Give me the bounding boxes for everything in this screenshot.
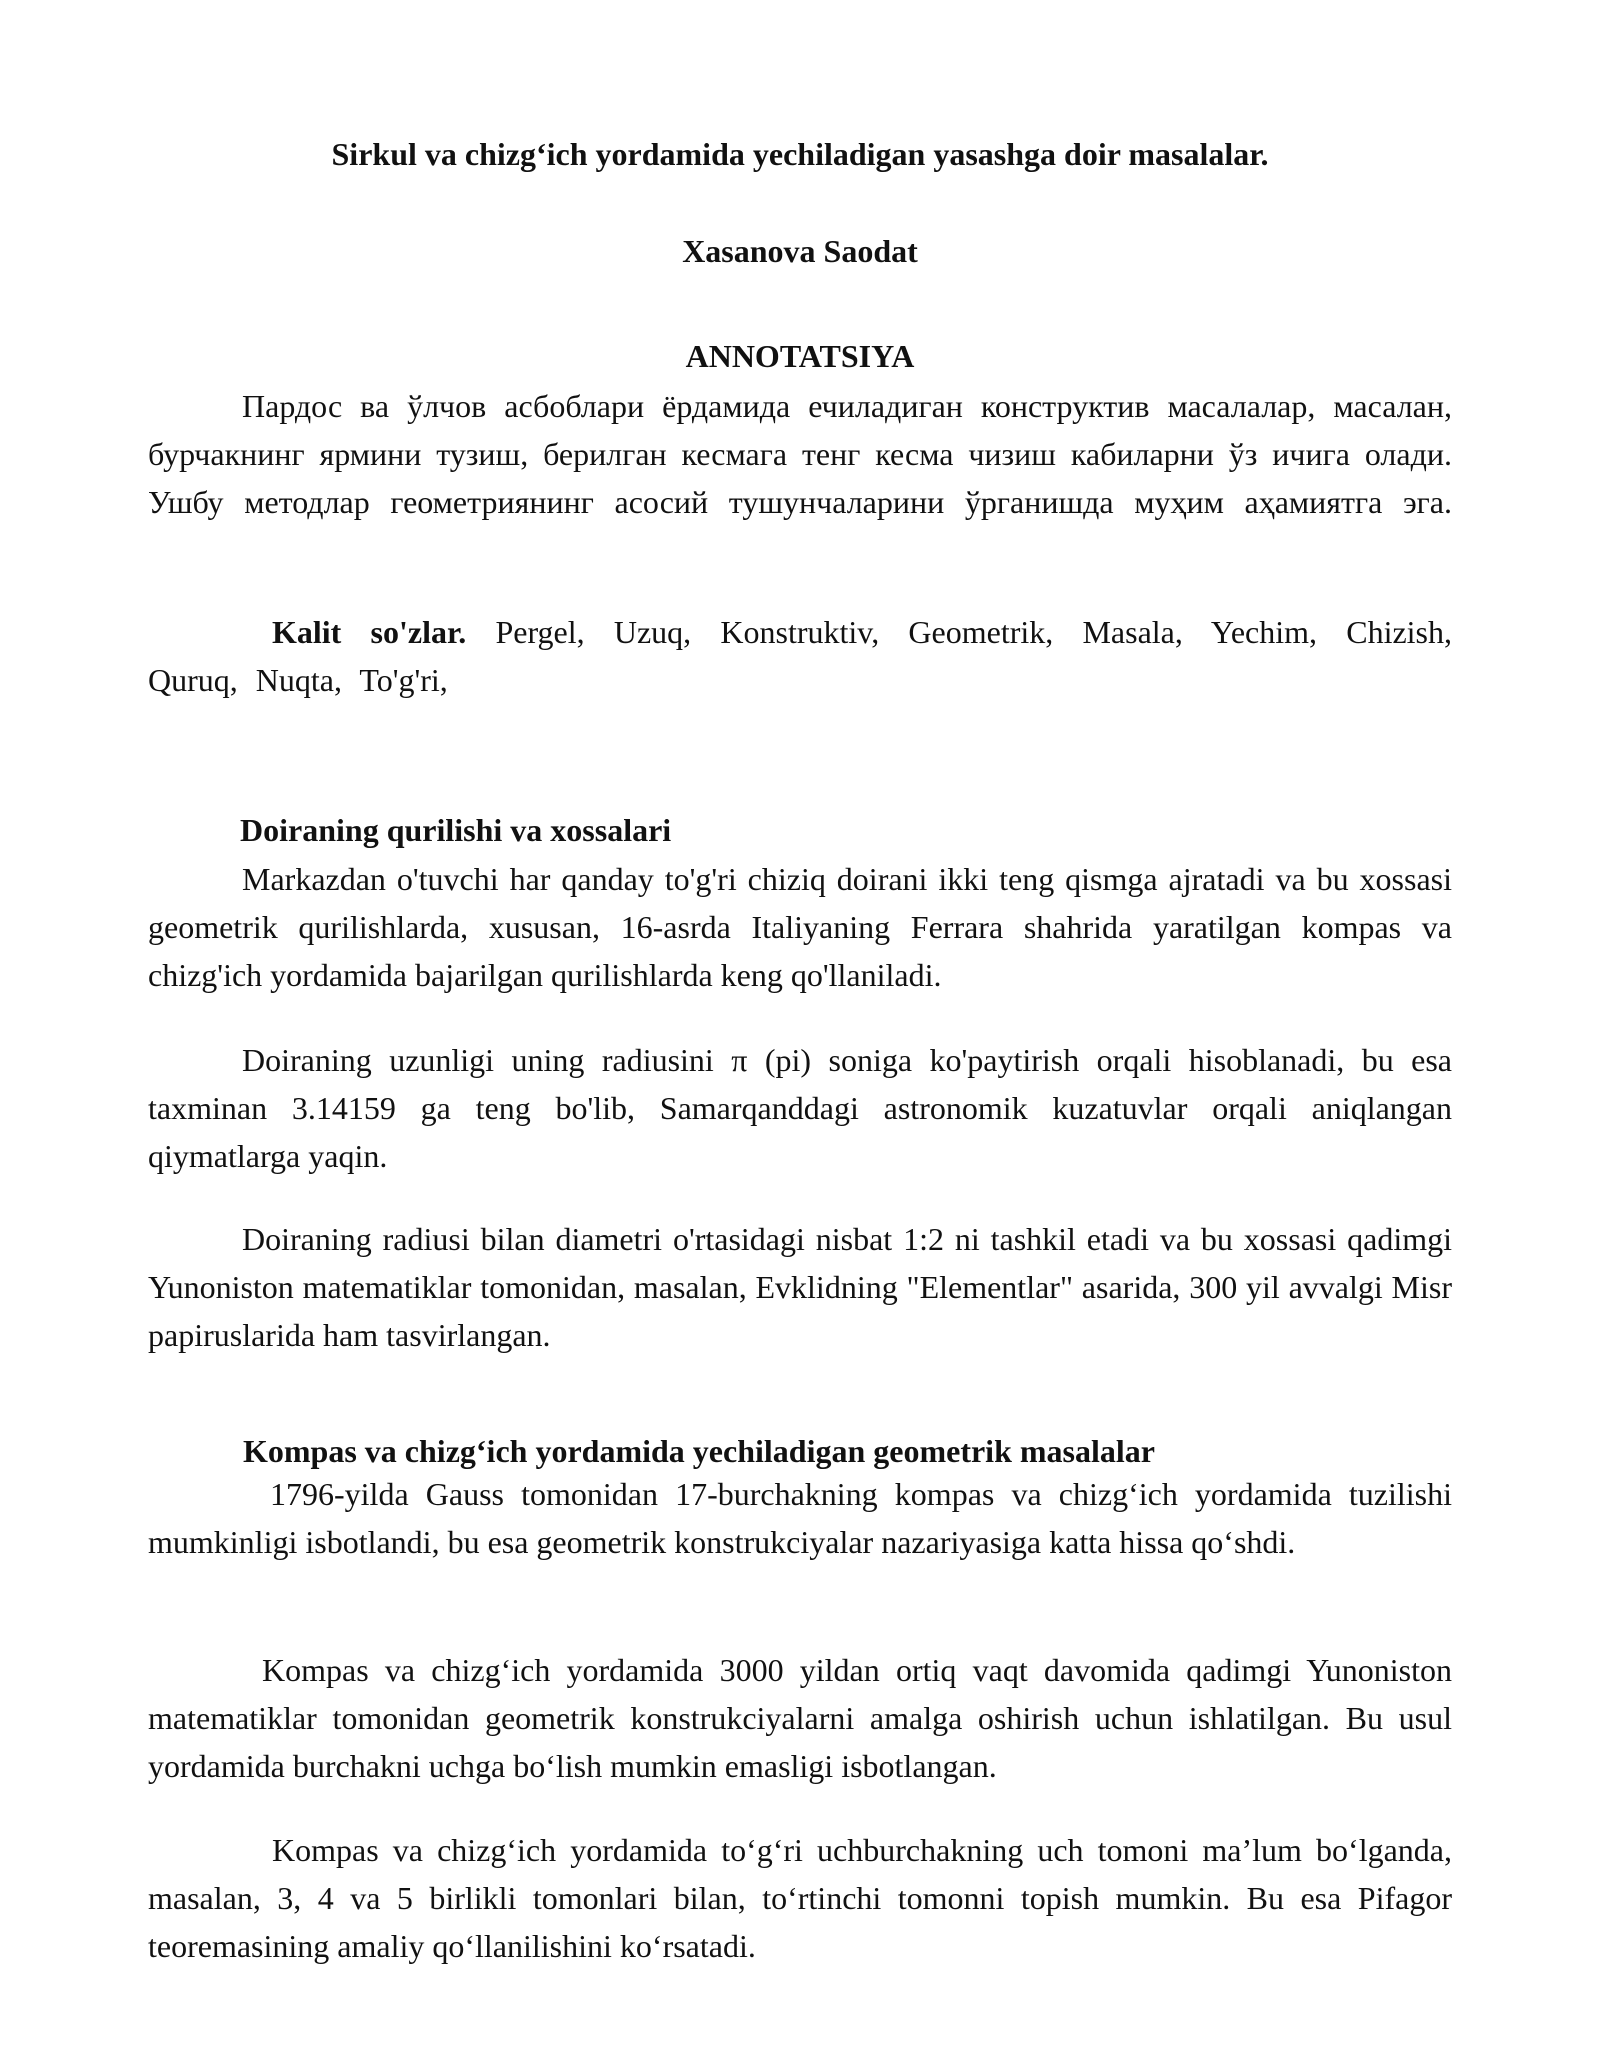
annotation-text: Пардос ва ўлчов асбоблари ёрдамида ечиладиган конструктив масалалар, масалан, бурчакнинг ярмини тузиш, берилган кесмага тенг кесма чизиш кабиларни ўз ичига олади. Ушбу методлар геометриянинг асосий тушунчаларини ўрганишда муҳим аҳамиятга эга.	[148, 388, 1452, 520]
section2-paragraph: 1796-yilda Gauss tomonidan 17-burchakning kompas va chizg‘ich yordamida tuzilishi mumkinligi isbotlandi, bu esa geometrik konstrukciyalar nazariyasiga katta hissa qo‘shdi.	[148, 1476, 1452, 1560]
section-heading-circle: Doiraning qurilishi va xossalari	[240, 812, 672, 848]
keywords-label: Kalit so'zlar.	[272, 614, 467, 650]
annotation-heading: ANNOTATSIYA	[685, 338, 915, 374]
section2-paragraph: Kompas va chizg‘ich yordamida to‘g‘ri uchburchakning uch tomoni ma’lum bo‘lganda, masalan, 3, 4 va 5 birlikli tomonlari bilan, to‘rtinchi tomonni topish mumkin. Bu esa Pifagor teoremasining amaliy qo‘llanilishini ko‘rsatadi.	[148, 1832, 1452, 1964]
document-title: Sirkul va chizg‘ich yordamida yechiladigan yasashga doir masalalar.	[331, 136, 1269, 172]
section2-paragraph: Kompas va chizg‘ich yordamida 3000 yildan ortiq vaqt davomida qadimgi Yunoniston matematiklar tomonidan geometrik konstrukciyalarni amalga oshirish uchun ishlatilgan. Bu usul yordamida burchakni uchga bo‘lish mumkin emasligi isbotlangan.	[148, 1652, 1452, 1784]
section-heading-compass: Kompas va chizg‘ich yordamida yechiladigan geometrik masalalar	[243, 1433, 1155, 1469]
section1-paragraph: Markazdan o'tuvchi har qanday to'g'ri chiziq doirani ikki teng qismga ajratadi va bu xossasi geometrik qurilishlarda, xususan, 16-asrda Italiyaning Ferrara shahrida yaratilgan kompas va chizg'ich yordamida bajarilgan qurilishlarda keng qo'llaniladi.	[148, 861, 1452, 993]
keywords-paragraph	[148, 608, 1452, 704]
section1-paragraph: Doiraning radiusi bilan diametri o'rtasidagi nisbat 1:2 ni tashkil etadi va bu xossasi qadimgi Yunoniston matematiklar tomonidan, masalan, Evklidning "Elementlar" asarida, 300 yil avvalgi Misr papiruslarida ham tasvirlangan.	[148, 1221, 1452, 1353]
section1-paragraph: Doiraning uzunligi uning radiusini π (pi) soniga ko'paytirish orqali hisoblanadi, bu esa taxminan 3.14159 ga teng bo'lib, Samarqanddagi astronomik kuzatuvlar orqali aniqlangan qiymatlarga yaqin.	[148, 1042, 1452, 1174]
keywords-list: Pergel, Uzuq, Konstruktiv, Geometrik, Masala, Yechim, Chizish, Quruq, Nuqta, To'g'ri,	[148, 614, 1453, 698]
document-author: Xasanova Saodat	[682, 233, 918, 269]
